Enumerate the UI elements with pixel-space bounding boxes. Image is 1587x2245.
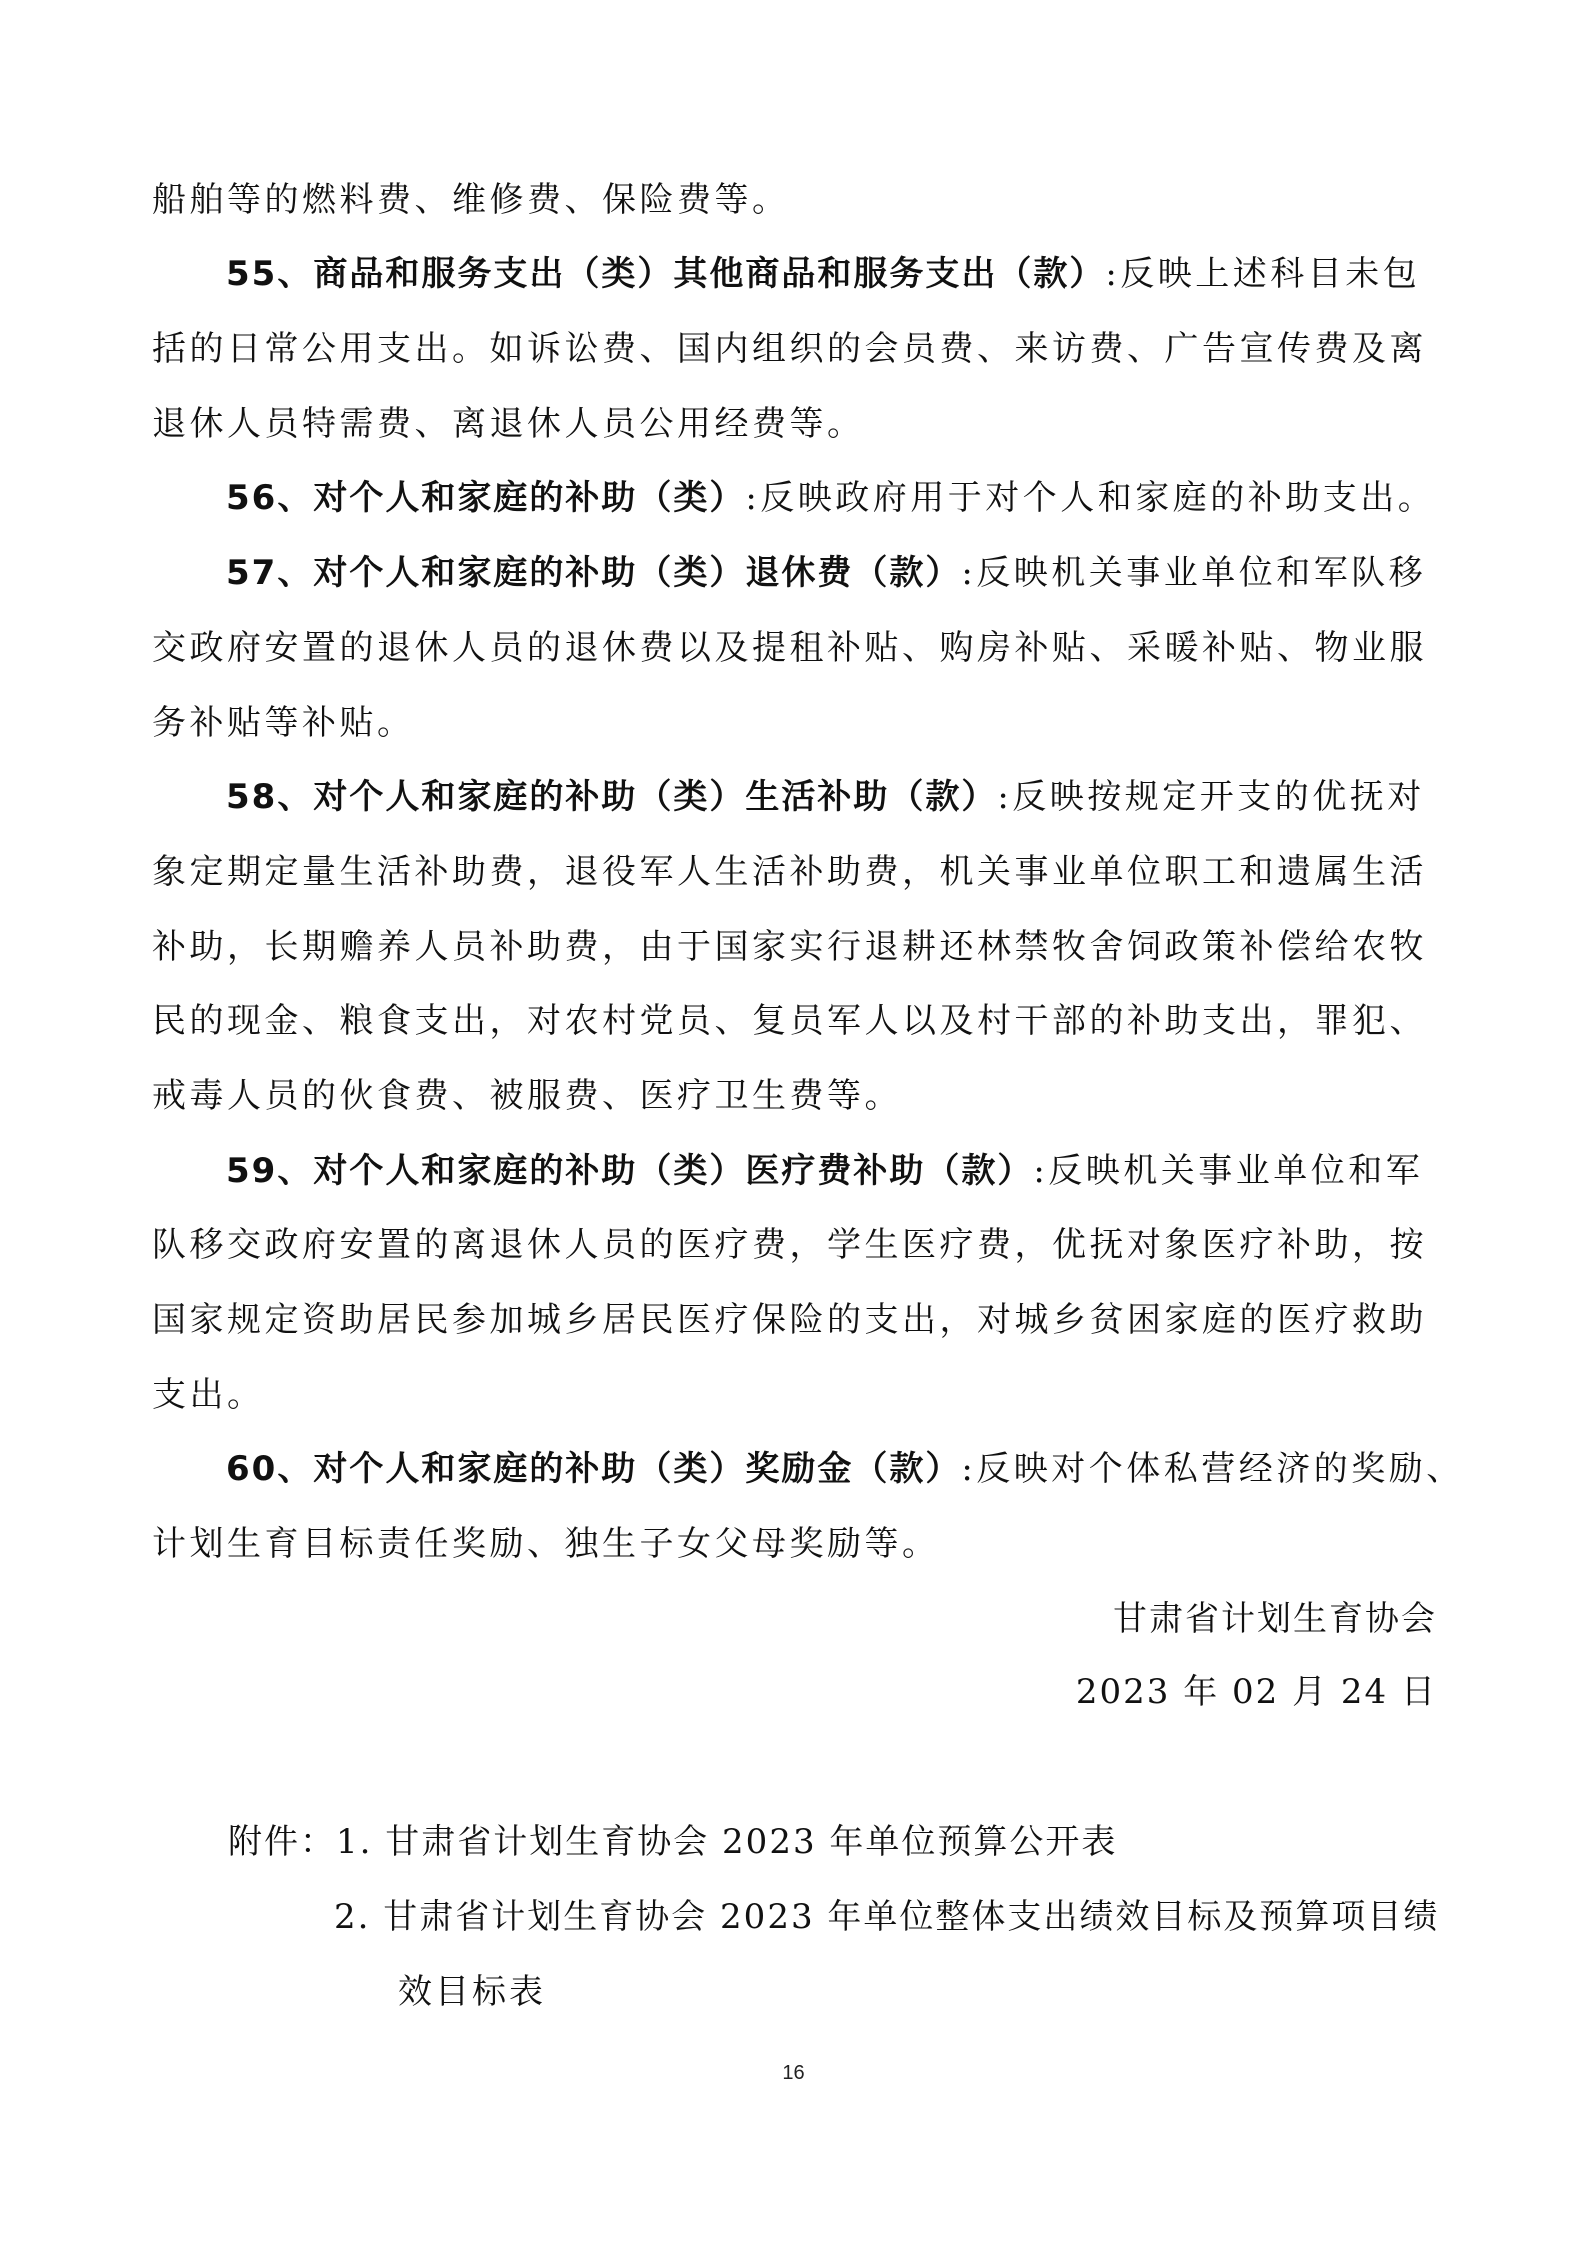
body-text: 戒毒人员的伙食费、被服费、医疗卫生费等。 — [152, 1076, 902, 1116]
paragraph-58-line-1 — [226, 777, 1425, 817]
attachment-item-1: 附件：1. 甘肃省计划生育协会 2023 年单位预算公开表 — [228, 1822, 1118, 1862]
item-heading-56: 56、对个人和家庭的补助（类） — [226, 478, 746, 518]
body-text: :反映机关事业单位和军队移 — [961, 553, 1427, 593]
body-text: 补助，长期赡养人员补助费，由于国家实行退耕还林禁牧舍饲政策补偿给农牧 — [152, 927, 1427, 967]
attachment-item-2-continuation: 效目标表 — [398, 1972, 546, 2012]
paragraph-58-line-3 — [152, 927, 1427, 967]
body-text: 队移交政府安置的离退休人员的医疗费，学生医疗费，优抚对象医疗补助，按 — [152, 1225, 1427, 1265]
body-text: 船舶等的燃料费、维修费、保险费等。 — [152, 180, 790, 220]
paragraph-54-continuation — [152, 180, 790, 220]
signature-organization: 甘肃省计划生育协会 — [1113, 1599, 1437, 1639]
paragraph-55-line-1 — [226, 254, 1420, 294]
item-heading-60: 60、对个人和家庭的补助（类）奖励金（款） — [226, 1449, 962, 1489]
signature-date: 2023 年 02 月 24 日 — [1075, 1672, 1437, 1712]
body-text: :反映政府用于对个人和家庭的补助支出。 — [745, 478, 1436, 518]
page-number: 16 — [782, 2062, 805, 2084]
item-heading-59: 59、对个人和家庭的补助（类）医疗费补助（款） — [226, 1151, 1034, 1191]
paragraph-57-line-2 — [152, 628, 1427, 668]
body-text: 计划生育目标责任奖励、独生子女父母奖励等。 — [152, 1524, 940, 1564]
paragraph-58-line-4 — [152, 1001, 1427, 1041]
body-text: 退休人员特需费、离退休人员公用经费等。 — [152, 404, 865, 444]
body-text: 国家规定资助居民参加城乡居民医疗保险的支出，对城乡贫困家庭的医疗救助 — [152, 1300, 1427, 1340]
paragraph-55-line-2 — [152, 329, 1427, 369]
paragraph-59-line-4 — [152, 1375, 265, 1415]
paragraph-59-line-2 — [152, 1225, 1427, 1265]
paragraph-60-line-1 — [226, 1449, 1464, 1489]
paragraph-58-line-2 — [152, 852, 1427, 892]
body-text: 支出。 — [152, 1375, 265, 1415]
paragraph-58-line-5 — [152, 1076, 902, 1116]
body-text: 括的日常公用支出。如诉讼费、国内组织的会员费、来访费、广告宣传费及离 — [152, 329, 1427, 369]
body-text: :反映按规定开支的优抚对 — [997, 777, 1425, 817]
paragraph-59-line-3 — [152, 1300, 1427, 1340]
paragraph-55-line-3 — [152, 404, 865, 444]
item-heading-58: 58、对个人和家庭的补助（类）生活补助（款） — [226, 777, 998, 817]
paragraph-59-line-1 — [226, 1151, 1423, 1191]
body-text: 交政府安置的退休人员的退休费以及提租补贴、购房补贴、采暖补贴、物业服 — [152, 628, 1427, 668]
body-text: 民的现金、粮食支出，对农村党员、复员军人以及村干部的补助支出，罪犯、 — [152, 1001, 1427, 1041]
body-text: :反映机关事业单位和军 — [1033, 1151, 1424, 1191]
paragraph-57-line-3 — [152, 703, 415, 743]
paragraph-56-line-1 — [226, 478, 1435, 518]
body-text: 务补贴等补贴。 — [152, 703, 415, 743]
body-text: 象定期定量生活补助费，退役军人生活补助费，机关事业单位职工和遗属生活 — [152, 852, 1427, 892]
item-heading-57: 57、对个人和家庭的补助（类）退休费（款） — [226, 553, 962, 593]
body-text: :反映上述科目未包 — [1105, 254, 1421, 294]
paragraph-57-line-1 — [226, 553, 1426, 593]
paragraph-60-line-2 — [152, 1524, 940, 1564]
body-text: :反映对个体私营经济的奖励、 — [961, 1449, 1464, 1489]
item-heading-55: 55、商品和服务支出（类）其他商品和服务支出（款） — [226, 254, 1106, 294]
attachment-item-2: 2. 甘肃省计划生育协会 2023 年单位整体支出绩效目标及预算项目绩 — [334, 1897, 1440, 1937]
